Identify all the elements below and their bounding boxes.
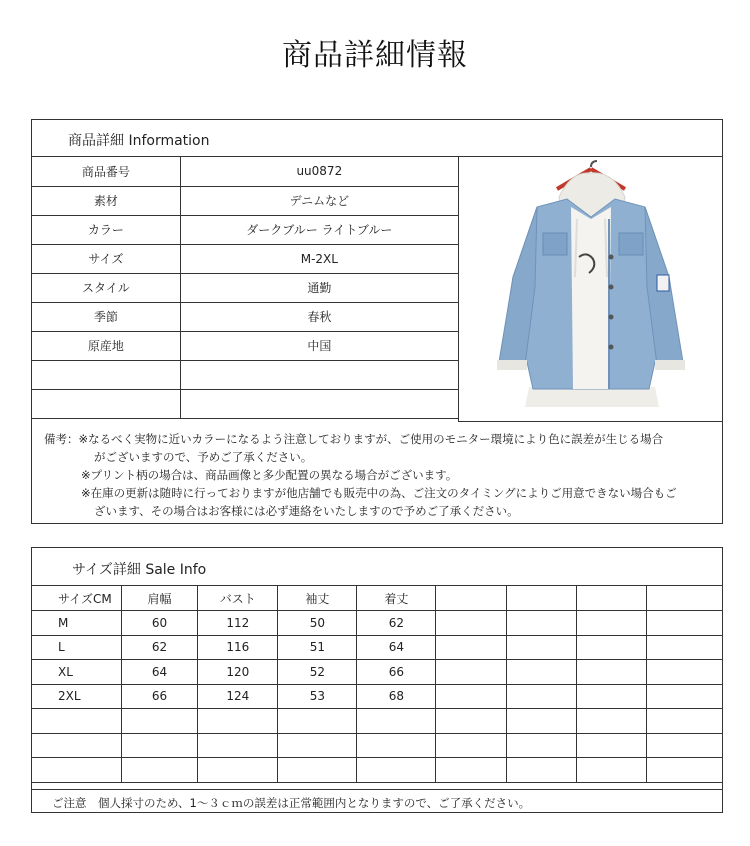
size-cell <box>576 635 646 660</box>
spec-label: 原産地 <box>32 331 180 360</box>
size-cell: 60 <box>121 611 197 636</box>
size-cell: 120 <box>198 660 278 685</box>
size-cell: 62 <box>121 635 197 660</box>
size-cell <box>198 758 278 783</box>
spec-label <box>32 360 180 389</box>
size-cell <box>436 709 506 734</box>
size-cell <box>506 660 576 685</box>
size-cell <box>436 635 506 660</box>
spec-row <box>32 215 459 244</box>
spec-value: 通勤 <box>180 273 458 302</box>
size-cell: L <box>32 635 121 660</box>
details-header-label: 商品詳細 Information <box>68 133 210 149</box>
size-row <box>32 758 722 783</box>
spec-label <box>32 389 180 418</box>
size-column-header <box>506 586 576 611</box>
size-cell <box>32 709 121 734</box>
size-row <box>32 611 722 636</box>
size-column-header <box>436 586 506 611</box>
size-cell <box>576 733 646 758</box>
size-cell <box>576 611 646 636</box>
denim-jacket-image <box>459 157 722 422</box>
size-column-header <box>576 586 646 611</box>
size-cell <box>357 709 436 734</box>
size-cell <box>576 660 646 685</box>
spec-label: スタイル <box>32 273 180 302</box>
size-cell <box>32 758 121 783</box>
size-cell: 53 <box>278 684 357 709</box>
size-cell: 116 <box>198 635 278 660</box>
spec-row <box>32 273 459 302</box>
spec-table <box>32 157 459 419</box>
size-cell <box>506 758 576 783</box>
size-column-header: 袖丈 <box>278 586 357 611</box>
size-row <box>32 660 722 685</box>
size-column-header: バスト <box>198 586 278 611</box>
spec-label: カラー <box>32 215 180 244</box>
size-cell <box>647 733 722 758</box>
spec-value: uu0872 <box>180 157 458 186</box>
size-header <box>32 548 722 586</box>
size-column-header: 着丈 <box>357 586 436 611</box>
size-cell <box>121 733 197 758</box>
remarks <box>44 430 714 520</box>
size-column-header: 肩幅 <box>121 586 197 611</box>
size-cell <box>278 733 357 758</box>
size-cell: 124 <box>198 684 278 709</box>
spec-row <box>32 157 459 186</box>
remark-line: がございますので、予めご了承ください。 <box>94 450 313 464</box>
size-cell <box>121 709 197 734</box>
spec-value <box>180 389 458 418</box>
size-cell: 51 <box>278 635 357 660</box>
size-details-section <box>31 547 723 813</box>
spec-value: ダークブルー ライトブルー <box>180 215 458 244</box>
page-title: 商品詳細情報 <box>282 38 468 73</box>
size-cell: 66 <box>121 684 197 709</box>
size-cell <box>647 684 722 709</box>
size-cell <box>121 758 197 783</box>
size-cell <box>647 635 722 660</box>
remark-line: ※在庫の更新は随時に行っておりますが他店舗でも販売中の為、ご注文のタイミングによりご用意できない場合もご <box>81 486 677 500</box>
size-row <box>32 635 722 660</box>
size-row <box>32 684 722 709</box>
size-header-label: サイズ詳細 Sale Info <box>72 562 207 578</box>
size-cell <box>506 733 576 758</box>
size-cell <box>506 635 576 660</box>
size-cell <box>506 611 576 636</box>
spec-value: M-2XL <box>180 244 458 273</box>
size-cell <box>506 709 576 734</box>
size-cell <box>647 660 722 685</box>
spec-row <box>32 360 459 389</box>
size-table <box>32 586 722 783</box>
size-row <box>32 733 722 758</box>
size-cell <box>436 611 506 636</box>
spec-row <box>32 244 459 273</box>
spec-value: デニムなど <box>180 186 458 215</box>
spec-row <box>32 186 459 215</box>
spec-row <box>32 331 459 360</box>
product-details-section <box>31 119 723 524</box>
size-cell <box>647 709 722 734</box>
size-cell: 2XL <box>32 684 121 709</box>
size-cell <box>198 733 278 758</box>
size-column-header: サイズCM <box>32 586 121 611</box>
spec-label: 季節 <box>32 302 180 331</box>
remark-line: 備考：※なるべく実物に近いカラーになるよう注意しておりますが、ご使用のモニター環境により色に誤差が生じる場合 <box>44 432 664 446</box>
size-cell <box>436 684 506 709</box>
spec-value: 中国 <box>180 331 458 360</box>
size-cell <box>576 758 646 783</box>
size-cell <box>576 709 646 734</box>
size-cell <box>357 758 436 783</box>
size-cell <box>506 684 576 709</box>
remark-line: ※プリント柄の場合は、商品画像と多少配置の異なる場合がございます。 <box>81 468 458 482</box>
size-cell <box>278 709 357 734</box>
size-cell <box>32 733 121 758</box>
size-cell: 68 <box>357 684 436 709</box>
size-cell: 64 <box>121 660 197 685</box>
spec-value <box>180 360 458 389</box>
size-cell <box>576 684 646 709</box>
size-cell <box>436 758 506 783</box>
details-header <box>32 120 722 157</box>
product-photo <box>458 157 722 422</box>
caution-text: ご注意 個人採寸のため、1～３ｃｍの誤差は正常範囲内となりますので、ご了承ください。 <box>52 796 531 810</box>
size-cell: 66 <box>357 660 436 685</box>
size-cell: XL <box>32 660 121 685</box>
spec-row <box>32 302 459 331</box>
spec-value: 春秋 <box>180 302 458 331</box>
caution-note <box>32 789 722 813</box>
size-cell <box>436 733 506 758</box>
size-cell <box>278 758 357 783</box>
size-cell <box>647 611 722 636</box>
size-cell <box>357 733 436 758</box>
remark-line: ざいます、その場合はお客様には必ず連絡をいたしますので予めご了承ください。 <box>94 504 519 518</box>
size-cell <box>198 709 278 734</box>
size-cell: 62 <box>357 611 436 636</box>
size-cell: 50 <box>278 611 357 636</box>
size-column-header <box>647 586 722 611</box>
spec-row <box>32 389 459 418</box>
spec-label: 素材 <box>32 186 180 215</box>
size-header-row <box>32 586 722 611</box>
size-cell <box>647 758 722 783</box>
size-cell: 112 <box>198 611 278 636</box>
size-cell <box>436 660 506 685</box>
size-row <box>32 709 722 734</box>
spec-label: 商品番号 <box>32 157 180 186</box>
size-cell: 64 <box>357 635 436 660</box>
spec-label: サイズ <box>32 244 180 273</box>
size-cell: 52 <box>278 660 357 685</box>
size-cell: M <box>32 611 121 636</box>
